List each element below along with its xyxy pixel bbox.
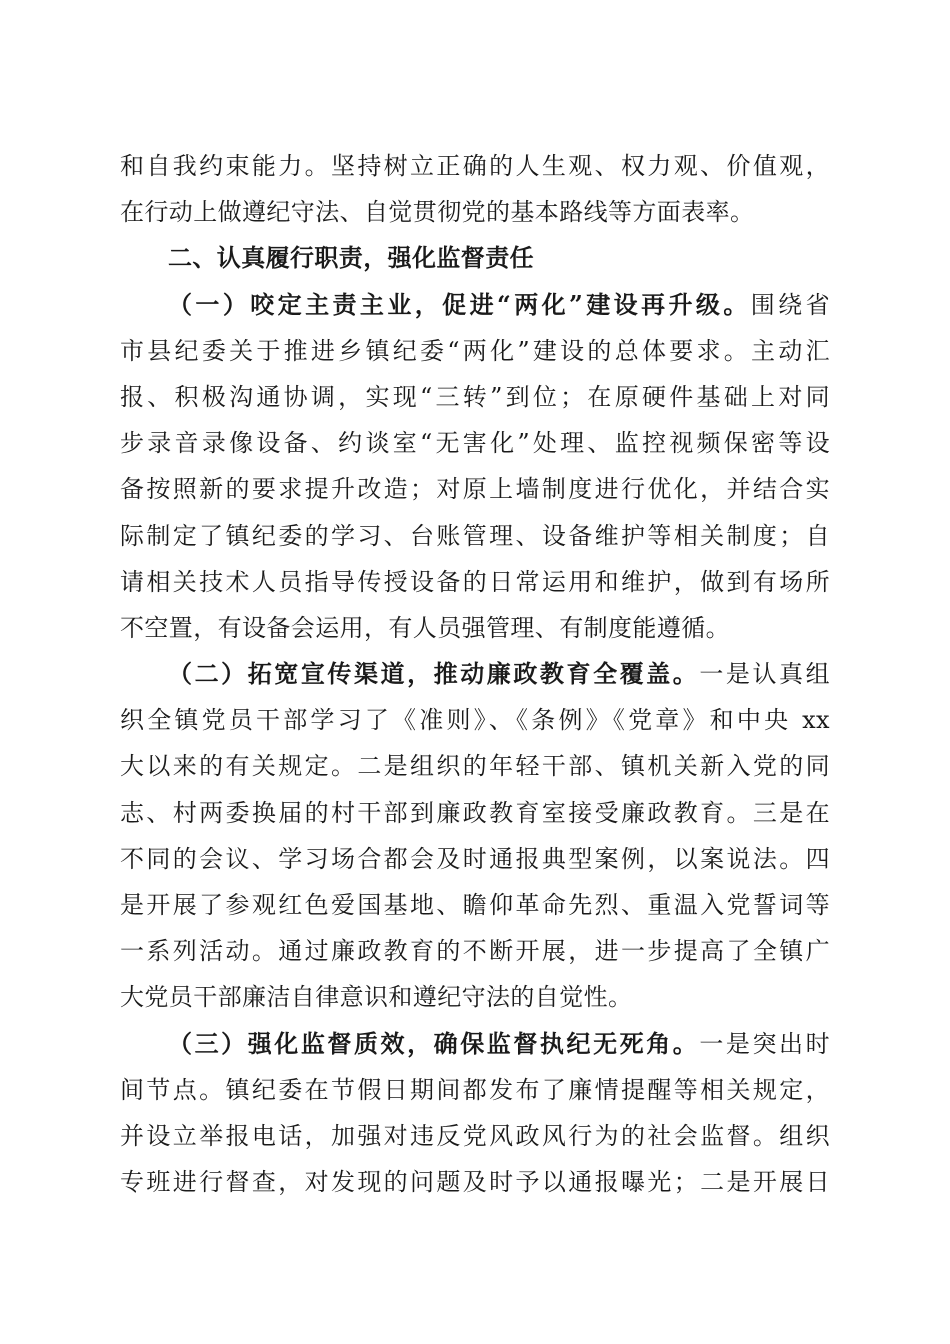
paragraph-first-rest: 一是突出时 <box>699 1029 830 1058</box>
paragraph-2 <box>120 651 830 1021</box>
paragraph-1 <box>120 282 830 652</box>
paragraph-first-line <box>120 1021 830 1067</box>
text-line: 不同的会议、学习场合都会及时通报典型案例，以案说法。四 <box>120 844 830 873</box>
text-line: 一系列活动。通过廉政教育的不断开展，进一步提高了全镇广 <box>120 937 830 966</box>
paragraph-intro <box>120 143 830 235</box>
paragraph-lead: （三）强化监督质效，确保监督执纪无死角。 <box>168 1028 700 1058</box>
paragraph-3 <box>120 1021 830 1206</box>
document-body <box>120 143 830 1205</box>
text-line: 请相关技术人员指导传授设备的日常运用和维护，做到有场所 <box>120 567 830 596</box>
text-line: 织全镇党员干部学习了《准则》、《条例》《党章》和中央 xx <box>120 706 830 735</box>
text-line: 和自我约束能力。坚持树立正确的人生观、权力观、价值观， <box>120 152 830 180</box>
paragraph-first-line <box>120 282 830 328</box>
text-line: 并设立举报电话，加强对违反党风政风行为的社会监督。组织 <box>120 1121 830 1150</box>
text-line: 际制定了镇纪委的学习、台账管理、设备维护等相关制度；自 <box>120 521 830 550</box>
text-line: 志、村两委换届的村干部到廉政教育室接受廉政教育。三是在 <box>120 798 830 827</box>
text-line: 大党员干部廉洁自律意识和遵纪守法的自觉性。 <box>120 983 633 1012</box>
text-line: 在行动上做遵纪守法、自觉贯彻党的基本路线等方面表率。 <box>120 198 755 227</box>
text-line: 是开展了参观红色爱国基地、瞻仰革命先烈、重温入党誓词等 <box>120 891 830 919</box>
text-line: 大以来的有关规定。二是组织的年轻干部、镇机关新入党的同 <box>120 752 830 781</box>
text-line: 不空置，有设备会运用，有人员强管理、有制度能遵循。 <box>120 613 730 642</box>
text-line: 专班进行督查，对发现的问题及时予以通报曝光；二是开展日 <box>120 1168 830 1197</box>
paragraph-first-line <box>120 651 830 697</box>
text-line: 备按照新的要求提升改造；对原上墙制度进行优化，并结合实 <box>120 475 830 504</box>
paragraph-first-rest: 一是认真组 <box>699 660 830 689</box>
text-line: 市县纪委关于推进乡镇纪委“两化”建设的总体要求。主动汇 <box>120 336 830 365</box>
paragraph-first-rest: 围绕省 <box>750 290 830 319</box>
section-heading: 二、认真履行职责，强化监督责任 <box>168 244 534 273</box>
text-line: 步录音录像设备、约谈室“无害化”处理、监控视频保密等设 <box>120 429 830 458</box>
text-line: 间节点。镇纪委在节假日期间都发布了廉情提醒等相关规定， <box>120 1075 830 1104</box>
paragraph-lead: （一）咬定主责主业，促进“两化”建设再升级。 <box>168 289 751 319</box>
paragraph-lead: （二）拓宽宣传渠道，推动廉政教育全覆盖。 <box>168 659 700 689</box>
text-line: 报、积极沟通协调，实现“三转”到位；在原硬件基础上对同 <box>120 382 830 411</box>
